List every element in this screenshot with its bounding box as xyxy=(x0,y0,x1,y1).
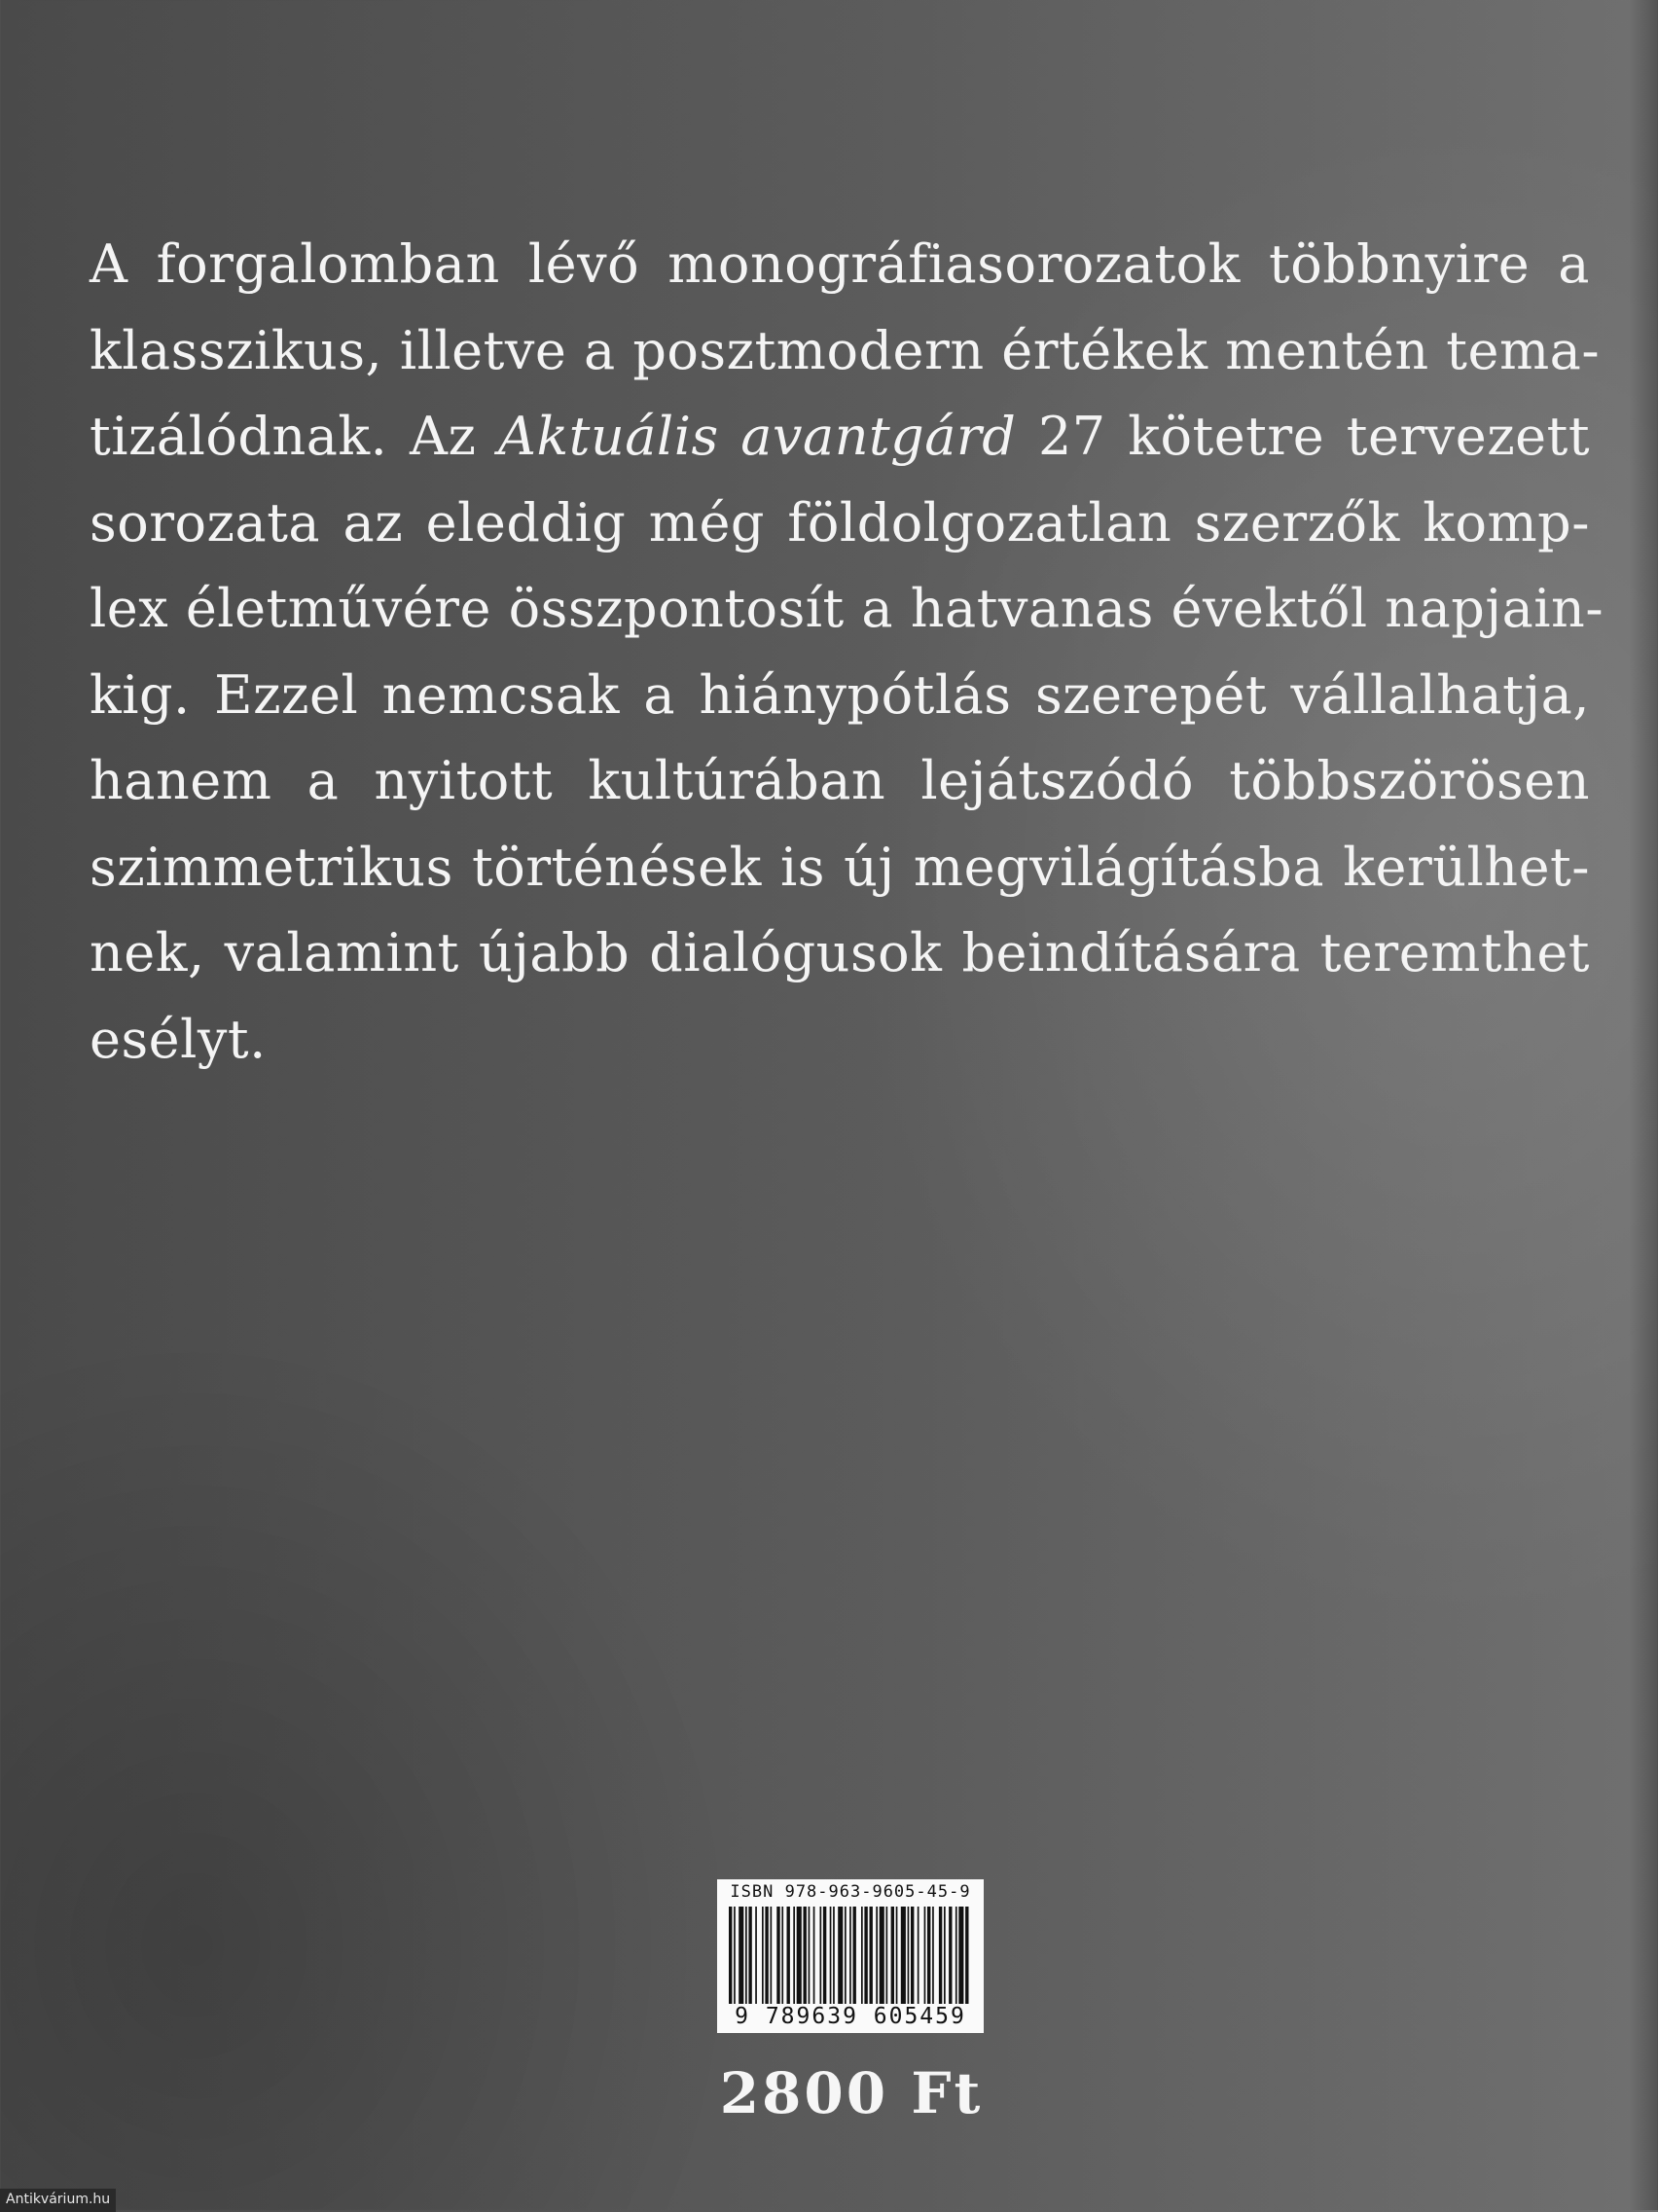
blurb-text: 27 kötetre tervezett xyxy=(1016,406,1591,467)
blurb-line: lex életművére összpontosít a hatvanas évektől napjain- xyxy=(90,578,1604,639)
series-title: Aktuális avantgárd xyxy=(498,406,1017,467)
blurb-line: hanem a nyitott kultúrában lejátszódó többszörösen xyxy=(90,750,1590,811)
blurb-line: A forgalomban lévő monográfiasorozatok többnyire a xyxy=(90,233,1590,295)
ean-number: 9 789639 605459 xyxy=(735,2004,966,2029)
blurb-text: tizálódnak. Az xyxy=(90,406,499,467)
isbn-label: ISBN 978-963-9605-45-9 xyxy=(730,1882,971,1902)
price-label: 2800 Ft xyxy=(719,2060,984,2126)
blurb-line: esélyt. xyxy=(90,1008,267,1070)
blurb-line: szimmetrikus történések is új megvilágításba kerülhet- xyxy=(90,836,1590,898)
blurb-line: sorozata az eleddig még földolgozatlan szerzők komp- xyxy=(90,491,1590,553)
blurb-line: nek, valamint újabb dialógusok beindítására teremthet xyxy=(90,922,1590,983)
watermark-label: Antikvárium.hu xyxy=(0,2189,116,2212)
page-edge-shadow xyxy=(1629,0,1658,2210)
blurb-line: klasszikus, illetve a posztmodern értékek mentén tema- xyxy=(90,319,1601,381)
isbn-barcode xyxy=(717,1879,984,2033)
blurb-line: kig. Ezzel nemcsak a hiánypótlás szerepét vállalhatja, xyxy=(90,663,1590,726)
blurb-line xyxy=(90,394,1590,481)
back-cover-blurb xyxy=(90,222,1604,1083)
barcode-bars-icon xyxy=(727,1907,974,2004)
